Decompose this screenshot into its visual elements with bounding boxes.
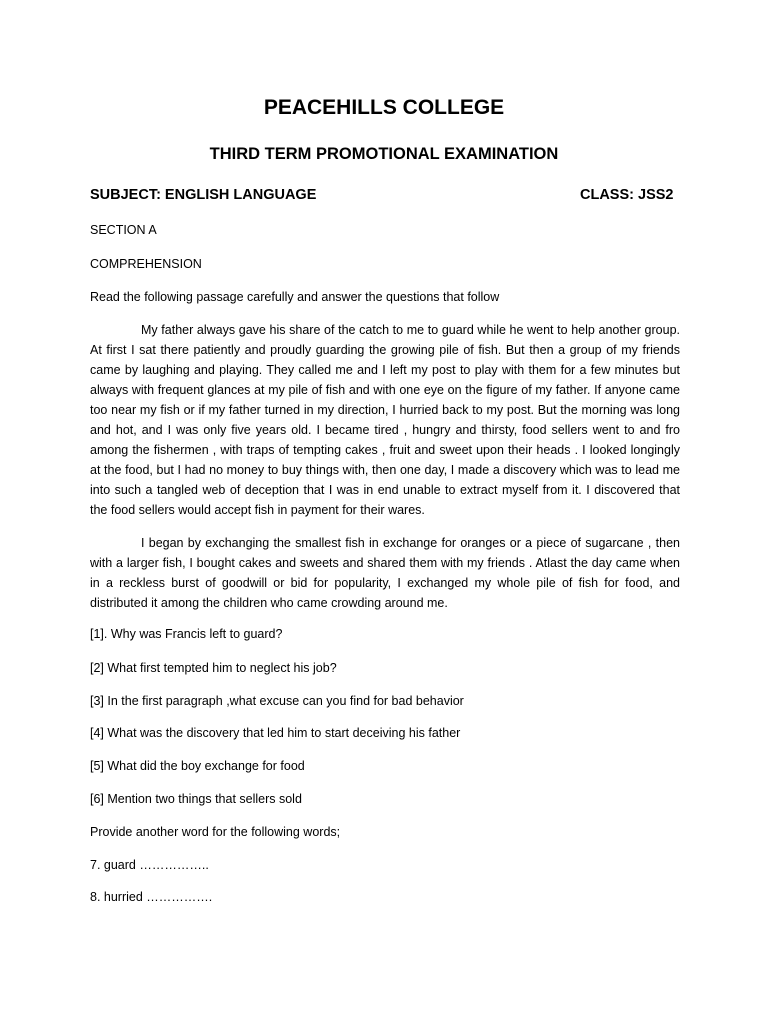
question-3: [3] In the first paragraph ,what excuse can you find for bad behavior bbox=[90, 694, 464, 708]
vocabulary-item-7: 7. guard …………….. bbox=[90, 858, 209, 872]
vocabulary-instruction: Provide another word for the following words; bbox=[90, 825, 341, 839]
subject-label: SUBJECT: ENGLISH LANGUAGE bbox=[90, 187, 317, 203]
vocabulary-item-8: 8. hurried ……………. bbox=[90, 890, 213, 904]
comprehension-heading: COMPREHENSION bbox=[90, 257, 202, 271]
question-5: [5] What did the boy exchange for food bbox=[90, 759, 305, 773]
question-6: [6] Mention two things that sellers sold bbox=[90, 792, 302, 806]
exam-title: THIRD TERM PROMOTIONAL EXAMINATION bbox=[209, 145, 559, 163]
section-heading: SECTION A bbox=[90, 223, 157, 237]
passage-paragraph-1: My father always gave his share of the catch to me to guard while he went to help another group. At first I sat there patiently and proudly guarding the growing pile of fish. But then a group of my friends came by laughing and playing. They called me and I left my post to play with them for a few minutes but always with frequent glances at my pile of fish and with one eye on the figure of my father. If anyone came too near my fish or if my father turned in my direction, I hurried back to my post. But the morning was long and hot, and I was only five years old. I became tired , hungry and thirsty, food sellers went to and fro among the fishermen , with traps of tempting cakes , fruit and sweet upon their heads . I looked longingly at the food, but I had no money to buy things with, then one day, I made a discovery which was to lead me into such a tangled web of deception that I was in end unable to extract myself from it. I discovered that the food sellers would accept fish in payment for their wares. bbox=[90, 323, 680, 517]
school-name: PEACEHILLS COLLEGE bbox=[263, 96, 505, 119]
question-1: [1]. Why was Francis left to guard? bbox=[90, 627, 283, 641]
passage-paragraph-2: I began by exchanging the smallest fish in exchange for oranges or a piece of sugarcane , then with a larger fish, I bought cakes and sweets and shared them with my friends . Atlast the day came when in a reckless burst of goodwill or bid for popularity, I exchanged my whole pile of fish for food, and distributed it among the children who came crowding around me. bbox=[90, 536, 680, 610]
passage-instruction: Read the following passage carefully and answer the questions that follow bbox=[90, 290, 500, 304]
question-4: [4] What was the discovery that led him to start deceiving his father bbox=[90, 726, 461, 740]
class-label: CLASS: JSS2 bbox=[580, 187, 674, 203]
question-2: [2] What first tempted him to neglect his job? bbox=[90, 661, 337, 675]
